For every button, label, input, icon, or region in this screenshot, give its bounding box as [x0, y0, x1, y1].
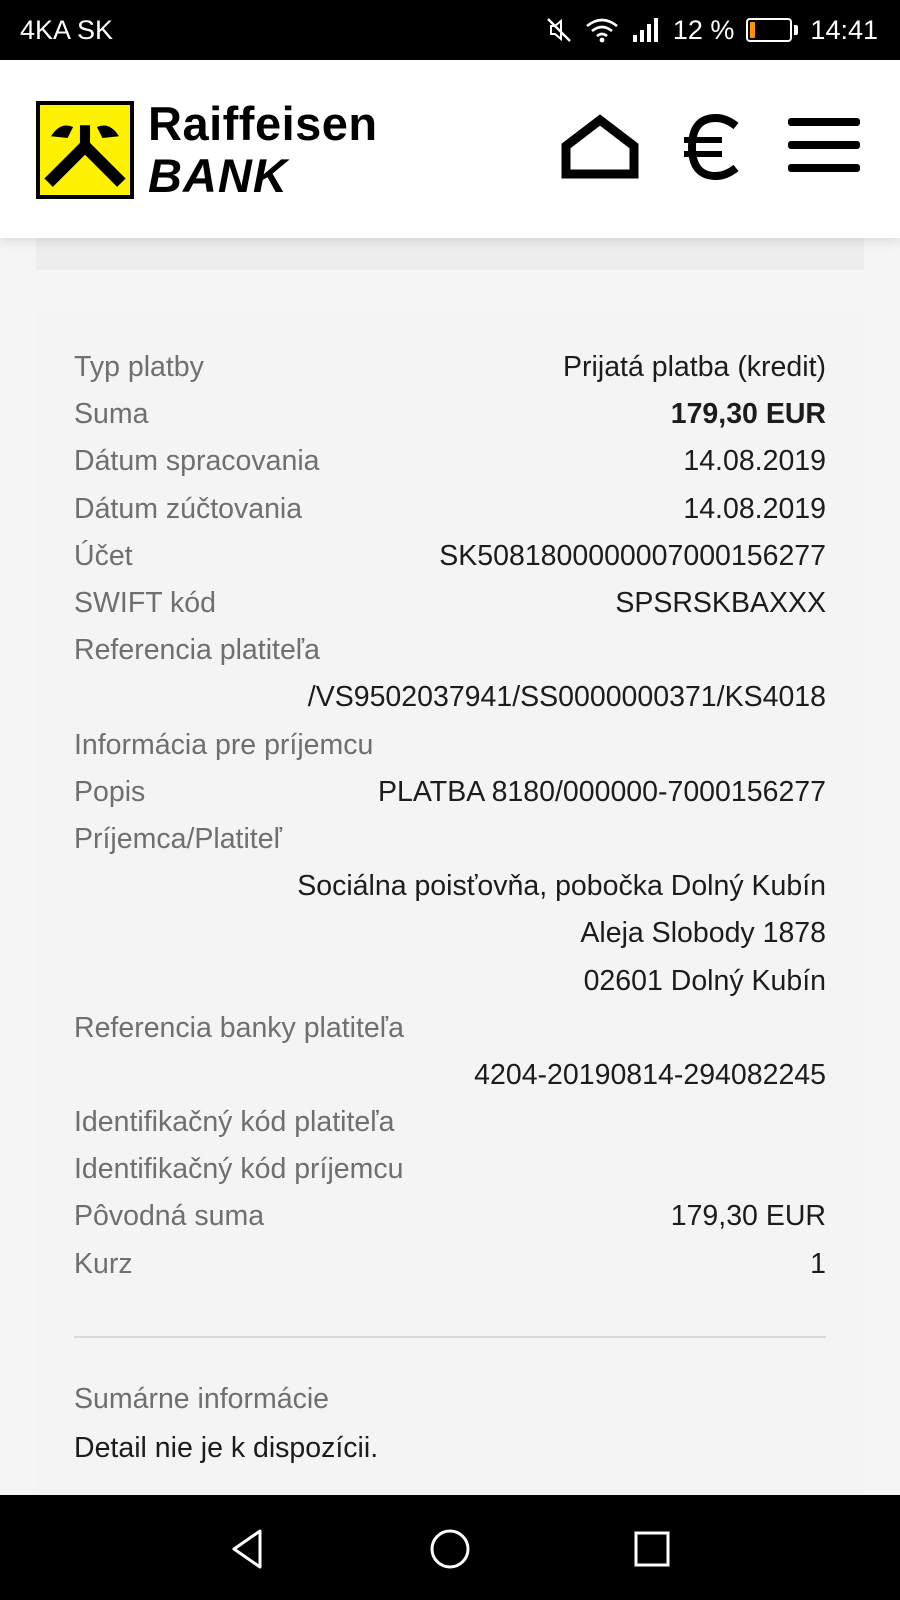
- counterparty-line: 02601 Dolný Kubín: [583, 964, 826, 997]
- divider: [74, 1336, 826, 1338]
- detail-row-rate: [74, 1241, 826, 1288]
- transaction-detail-card: [36, 308, 864, 1495]
- status-bar: [0, 0, 900, 60]
- status-time: 14:41: [810, 14, 878, 45]
- detail-row-processing-date: [74, 438, 826, 485]
- detail-label: Príjemca/Platiteľ: [74, 822, 282, 855]
- payer-bank-reference-value: 4204-20190814-294082245: [474, 1058, 826, 1091]
- battery-percent: 12 %: [672, 14, 735, 45]
- detail-row-amount: [74, 391, 826, 438]
- detail-row-swift: [74, 580, 826, 627]
- counterparty-line: Aleja Slobody 1878: [580, 917, 826, 950]
- detail-label: Referencia banky platiteľa: [74, 1011, 404, 1044]
- mute-icon: [545, 16, 573, 44]
- detail-label: Účet: [74, 539, 133, 572]
- detail-value: 179,30 EUR: [670, 1200, 826, 1233]
- app-header: [0, 60, 900, 238]
- detail-rows: [74, 344, 826, 1288]
- detail-label: Identifikačný kód platiteľa: [74, 1106, 395, 1139]
- detail-row-payer-reference: [74, 627, 826, 674]
- carrier-name: 4KA SK: [20, 14, 114, 45]
- detail-value: 1: [810, 1247, 826, 1280]
- detail-label: Typ platby: [74, 351, 204, 384]
- detail-row-payer-bank-reference: [74, 1005, 826, 1052]
- detail-label: Suma: [74, 398, 149, 431]
- detail-label: Dátum spracovania: [74, 445, 320, 478]
- detail-label: Informácia pre príjemcu: [74, 728, 374, 761]
- detail-label: Pôvodná suma: [74, 1200, 265, 1233]
- menu-icon[interactable]: [786, 112, 862, 178]
- detail-row-recipient-id-code: [74, 1146, 826, 1193]
- card-stub: [36, 236, 864, 270]
- wifi-icon: [585, 16, 619, 44]
- status-icons: [545, 15, 878, 46]
- back-icon[interactable]: [226, 1527, 270, 1571]
- raiffeisen-gable-icon: [36, 101, 134, 199]
- detail-value: SK5081800000007000156277: [439, 539, 826, 572]
- summary-label: Sumárne informácie: [74, 1383, 330, 1415]
- detail-row-recipient-info: [74, 722, 826, 769]
- detail-row-payer-id-code: [74, 1099, 826, 1146]
- logo-line2: BANK: [148, 149, 288, 202]
- euro-icon[interactable]: [682, 112, 744, 182]
- detail-value: 14.08.2019: [683, 445, 826, 478]
- logo-line1: Raiffeisen: [148, 97, 378, 150]
- detail-value: Prijatá platba (kredit): [563, 351, 826, 384]
- signal-icon: [631, 16, 661, 44]
- counterparty-line: Sociálna poisťovňa, pobočka Dolný Kubín: [297, 870, 826, 903]
- detail-row-original-amount: [74, 1193, 826, 1240]
- recents-icon[interactable]: [630, 1527, 674, 1571]
- detail-label: Kurz: [74, 1247, 133, 1280]
- home-icon[interactable]: [560, 112, 640, 182]
- amount-value: 179,30 EUR: [670, 398, 826, 431]
- system-nav-bar: [0, 1495, 900, 1600]
- detail-label: Referencia platiteľa: [74, 634, 320, 667]
- detail-value: PLATBA 8180/000000-7000156277: [378, 775, 826, 808]
- detail-label: Identifikačný kód príjemcu: [74, 1153, 404, 1186]
- detail-row-payment-type: [74, 344, 826, 391]
- detail-row-description: [74, 769, 826, 816]
- battery-icon: [746, 18, 798, 42]
- detail-label: Dátum zúčtovania: [74, 492, 303, 525]
- detail-row-account: [74, 533, 826, 580]
- detail-row-counterparty: [74, 816, 826, 863]
- detail-label: SWIFT kód: [74, 587, 216, 620]
- raiffeisen-logo[interactable]: [36, 97, 378, 202]
- detail-value: SPSRSKBAXXX: [615, 587, 826, 620]
- home-circle-icon[interactable]: [428, 1527, 472, 1571]
- payer-reference-value: /VS9502037941/SS0000000371/KS4018: [307, 681, 826, 714]
- summary-value: Detail nie je k dispozícii.: [74, 1432, 379, 1464]
- detail-row-settlement-date: [74, 486, 826, 533]
- detail-label: Popis: [74, 775, 146, 808]
- detail-value: 14.08.2019: [683, 492, 826, 525]
